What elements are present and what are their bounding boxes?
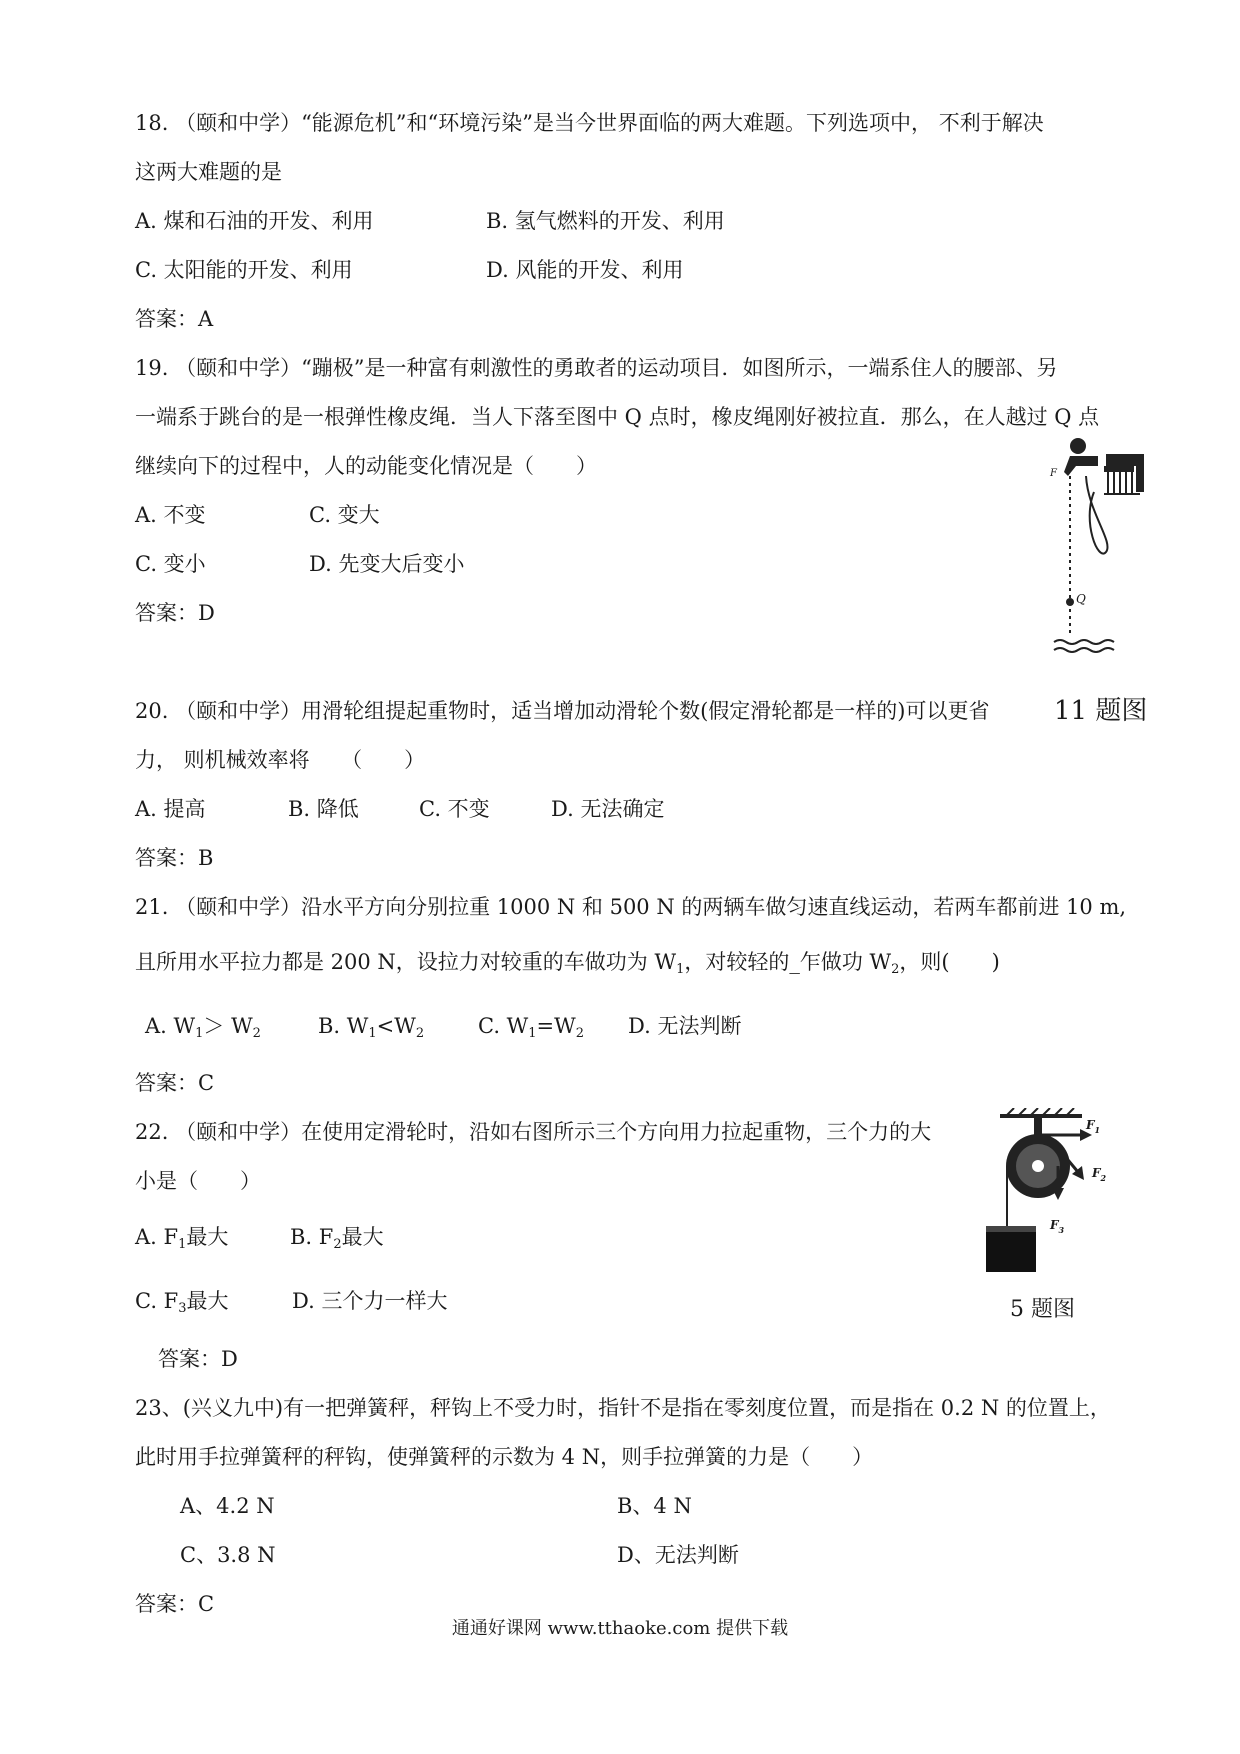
q18-option-b: B. 氢气燃料的开发、利用 <box>486 209 725 233</box>
q20-option-b: B. 降低 <box>288 797 359 821</box>
q20-option-d: D. 无法确定 <box>551 797 665 821</box>
q22-answer: 答案：D <box>158 1347 238 1371</box>
q19-stem-line3: 继续向下的过程中，人的动能变化情况是（ ） <box>135 454 597 478</box>
q23-option-c: C、3.8 N <box>180 1543 276 1567</box>
q19-stem-line1: 19. （颐和中学）“蹦极”是一种富有刺激性的勇敢者的运动项目．如图所示，一端系住人的腰部、另 <box>135 356 1058 380</box>
q22-stem-line2: 小是（ ） <box>135 1169 261 1193</box>
point-q-label: Q <box>1076 592 1086 606</box>
bungee-diagram <box>1048 432 1154 682</box>
q21-option-b: B. $W_1<W_2$ <box>318 1014 425 1041</box>
q21-answer: 答案：C <box>135 1071 215 1095</box>
q21-option-c: C. $W_1=W_2$ <box>478 1014 585 1041</box>
q18-option-a: A. 煤和石油的开发、利用 <box>135 209 374 233</box>
q20-stem-line2: 力， 则机械效率将 （ ） <box>135 748 426 772</box>
figure-caption-5: 5 题图 <box>1010 1297 1075 1322</box>
q22-option-d: D. 三个力一样大 <box>292 1289 448 1313</box>
q20-answer: 答案：B <box>135 846 214 870</box>
q21-option-d: D. 无法判断 <box>628 1014 742 1038</box>
q18-stem-line1: 18. （颐和中学）“能源危机”和“环境污染”是当今世界面临的两大难题。下列选项中， 不利于解决 <box>135 111 1044 135</box>
f3-label: $F_3$ <box>1050 1218 1065 1235</box>
q23-option-a: A、4.2 N <box>180 1494 275 1518</box>
q22-option-b: B. $F_2$最大 <box>290 1225 384 1252</box>
q23-answer: 答案：C <box>135 1592 215 1616</box>
fixed-pulley-figure <box>982 1108 1114 1322</box>
bungee-jump-figure <box>1048 432 1154 726</box>
q19-option-b: C. 变大 <box>309 503 380 527</box>
q19-option-c: C. 变小 <box>135 552 206 576</box>
q22-option-a: A. $F_1$最大 <box>135 1225 229 1252</box>
q21-option-a: A. $W_1> W_2$ <box>145 1014 261 1041</box>
q18-option-d: D. 风能的开发、利用 <box>486 258 684 282</box>
q23-stem-line1: 23、(兴义九中)有一把弹簧秤，秤钩上不受力时，指针不是指在零刻度位置，而是指在 0.2 N 的位置上， <box>135 1396 1111 1420</box>
f2-label: $F_2$ <box>1092 1166 1107 1183</box>
q23-option-d: D、无法判断 <box>617 1543 739 1567</box>
q19-answer: 答案：D <box>135 601 215 625</box>
q20-option-c: C. 不变 <box>419 797 490 821</box>
f1-label: $F_1$ <box>1086 1118 1101 1135</box>
q21-stem-line1: 21. （颐和中学）沿水平方向分别拉重 1000 N 和 500 N 的两辆车做匀速直线运动，若两车都前进 10 m, <box>135 895 1127 919</box>
q22-stem-line1: 22. （颐和中学）在使用定滑轮时，沿如右图所示三个方向用力拉起重物，三个力的大 <box>135 1120 932 1144</box>
q19-stem-line2: 一端系于跳台的是一根弹性橡皮绳．当人下落至图中 Q 点时，橡皮绳刚好被拉直．那么，在人越过 Q 点 <box>135 405 1100 429</box>
q19-option-a: A. 不变 <box>135 503 206 527</box>
point-f-label: F <box>1050 468 1057 479</box>
q18-option-c: C. 太阳能的开发、利用 <box>135 258 353 282</box>
q18-answer: 答案：A <box>135 307 214 331</box>
q23-option-b: B、4 N <box>617 1494 692 1518</box>
page-footer: 通通好课网 www.tthaoke.com 提供下载 <box>451 1618 789 1639</box>
q20-option-a: A. 提高 <box>135 797 206 821</box>
q19-option-d: D. 先变大后变小 <box>309 552 465 576</box>
q18-stem-line2: 这两大难题的是 <box>135 160 282 184</box>
figure-caption-11: 11 题图 <box>1054 696 1148 726</box>
q20-stem-line1: 20. （颐和中学）用滑轮组提起重物时，适当增加动滑轮个数(假定滑轮都是一样的)可以更省 <box>135 699 990 723</box>
q22-option-c: C. $F_3$最大 <box>135 1289 229 1316</box>
q23-stem-line2: 此时用手拉弹簧秤的秤钩，使弹簧秤的示数为 4 N，则手拉弹簧的力是（ ） <box>135 1445 874 1469</box>
q21-stem-line2: 且所用水平拉力都是 200 N，设拉力对较重的车做功为 $W_1$，对较轻的_乍做功 $W_2$，则( ) <box>135 950 1000 977</box>
